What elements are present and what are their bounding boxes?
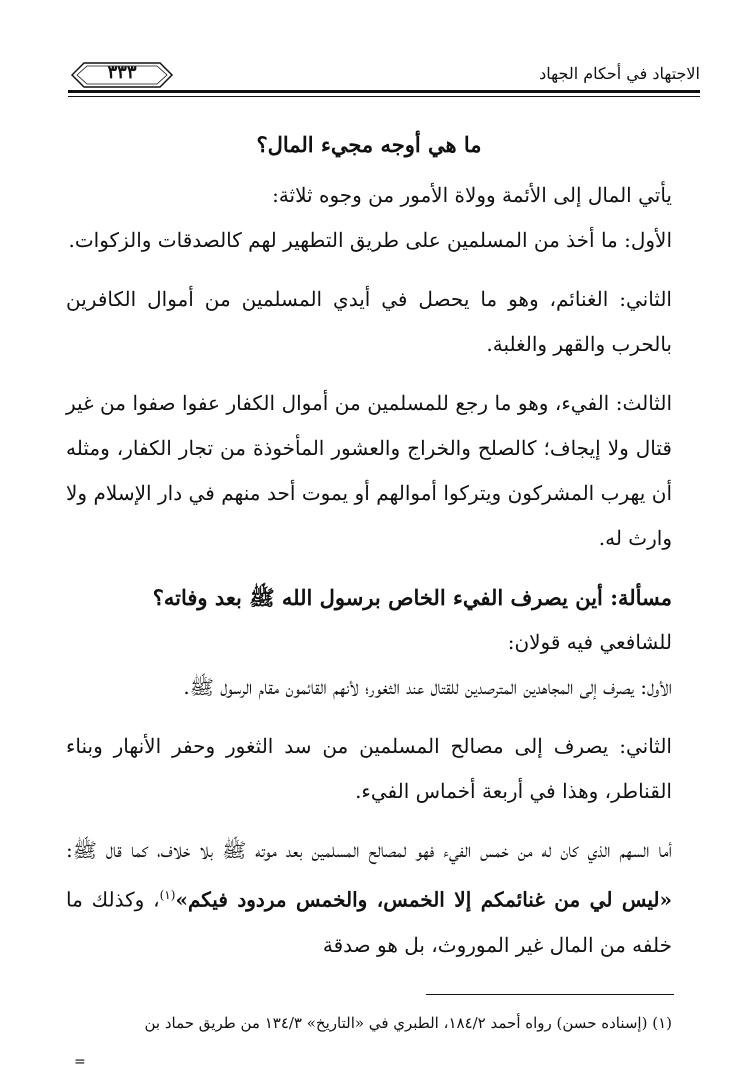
hadith-quote: «ليس لي من غنائمكم إلا الخمس، والخمس مردود فيكم»	[175, 887, 673, 912]
page-number: ٣٣٣	[107, 62, 137, 83]
footnote-text: (١) (إسناده حسن) رواه أحمد ١٨٤/٢، الطبري في «التاريخ» ١٣٤/٣ من طريق حماد بن	[144, 1014, 672, 1032]
section-heading: ما هي أوجه مجيء المال؟	[256, 132, 482, 157]
question-heading: مسألة: أين يصرف الفيء الخاص برسول الله ﷺ بعد وفاته؟	[152, 585, 672, 610]
header-rule-thick	[68, 90, 700, 93]
paragraph-second-source: الثاني: الغنائم، وهو ما يحصل في أيدي المسلمين من أموال الكافرين بالحرب والقهر والغلبة.	[66, 287, 672, 356]
footnote-marker: (١)	[159, 888, 176, 902]
page-header	[68, 56, 700, 106]
footnote-continuation-mark: =	[74, 1054, 86, 1070]
opinion-first: الأول: يصرف إلى المجاهدين المترصدين للقتال عند الثغور؛ لأنهم القائمون مقام الرسول ﷺ.	[183, 675, 672, 699]
closing-paragraph	[66, 828, 672, 968]
paragraph-first-source: الأول: ما أخذ من المسلمين على طريق التطهير لهم كالصدقات والزكوات.	[68, 228, 672, 252]
running-title: الاجتهاد في أحكام الجهاد	[539, 64, 700, 83]
page-number-frame	[68, 60, 176, 88]
main-text	[66, 122, 672, 968]
intro-paragraph: يأتي المال إلى الأئمة وولاة الأمور من وجوه ثلاثة:	[272, 183, 672, 207]
closing-text-b: ، وكذلك ما خلفه من المال غير الموروث، بل هو صدقة	[66, 887, 672, 957]
header-rule-thin	[68, 96, 700, 97]
paragraph-third-source: الثالث: الفيء، وهو ما رجع للمسلمين من أموال الكفار عفوا صفوا من غير قتال ولا إيجاف؛ كالصلح والخراج والعشور المأخوذة من تجار الكفار، ومثله أن يهرب المشركون ويتركوا أموالهم أو يموت أحد منهم في دار الإسلام ولا وارث له.	[66, 391, 672, 550]
opinion-second: الثاني: يصرف إلى مصالح المسلمين من سد الثغور وحفر الأنهار وبناء القناطر، وهذا في أربعة أخماس الفيء.	[66, 734, 672, 803]
shafii-intro: للشافعي فيه قولان:	[507, 630, 672, 654]
closing-text-a: أما السهم الذي كان له من خمس الفيء فهو لمصالح المسلمين بعد موته ﷺ بلا خلاف، كما قال ﷺ:	[66, 838, 672, 862]
footnote-divider	[426, 994, 674, 995]
